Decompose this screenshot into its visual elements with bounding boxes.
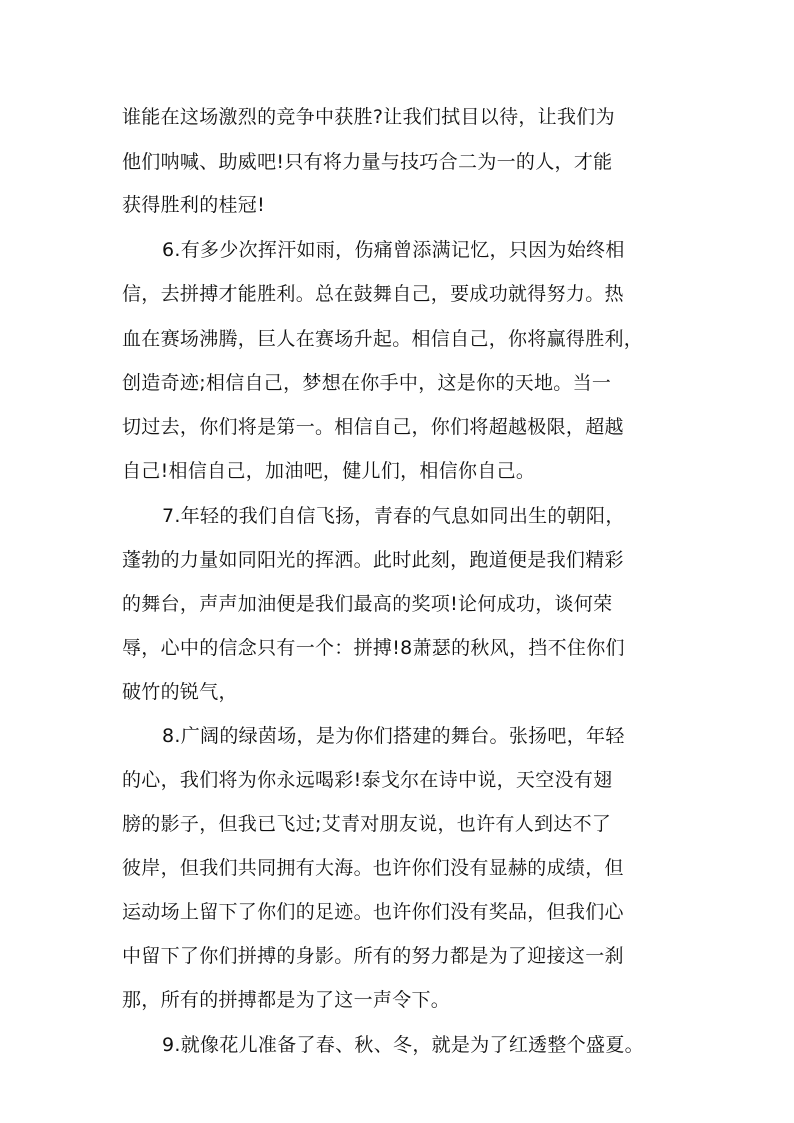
text-line: 运动场上留下了你们的足迹。也许你们没有奖品，但我们心	[122, 901, 624, 923]
text-line: 辱，心中的信念只有一个：拼搏!8萧瑟的秋风，挡不住你们	[122, 637, 625, 659]
text-line: 自己!相信自己，加油吧，健儿们，相信你自己。	[122, 460, 536, 482]
text-line: 获得胜利的桂冠!	[122, 194, 266, 216]
text-line: 谁能在这场激烈的竞争中获胜?让我们拭目以待，让我们为	[122, 106, 615, 128]
text-line: 那，所有的拼搏都是为了这一声令下。	[122, 989, 451, 1011]
text-line: 膀的影子，但我已飞过;艾青对朋友说，也许有人到达不了	[122, 813, 612, 835]
text-line: 信，去拼搏才能胜利。总在鼓舞自己，要成功就得努力。热	[122, 283, 624, 305]
text-line: 血在赛场沸腾，巨人在赛场升起。相信自己，你将赢得胜利，	[122, 328, 644, 350]
text-line: 创造奇迹;相信自己，梦想在你手中，这是你的天地。当一	[122, 372, 612, 394]
text-line: 中留下了你们拼搏的身影。所有的努力都是为了迎接这一刹	[122, 945, 624, 967]
text-line: 7.年轻的我们自信飞扬，青春的气息如同出生的朝阳，	[162, 505, 625, 527]
text-line: 8.广阔的绿茵场，是为你们搭建的舞台。张扬吧，年轻	[162, 725, 625, 747]
text-line: 蓬勃的力量如同阳光的挥洒。此时此刻，跑道便是我们精彩	[122, 549, 624, 571]
text-line: 6.有多少次挥汗如雨，伤痛曾添满记忆，只因为始终相	[162, 239, 625, 261]
text-line: 的舞台，声声加油便是我们最高的奖项!论何成功，谈何荣	[122, 593, 613, 615]
text-line: 彼岸，但我们共同拥有大海。也许你们没有显赫的成绩，但	[122, 857, 624, 879]
text-line: 切过去，你们将是第一。相信自己，你们将超越极限，超越	[122, 416, 624, 438]
text-line: 9.就像花儿准备了春、秋、冬，就是为了红透整个盛夏。	[162, 1034, 644, 1056]
text-line: 的心，我们将为你永远喝彩!泰戈尔在诗中说，天空没有翅	[122, 769, 613, 791]
text-line: 破竹的锐气，	[122, 681, 238, 703]
text-line: 他们呐喊、助威吧!只有将力量与技巧合二为一的人，才能	[122, 151, 613, 173]
